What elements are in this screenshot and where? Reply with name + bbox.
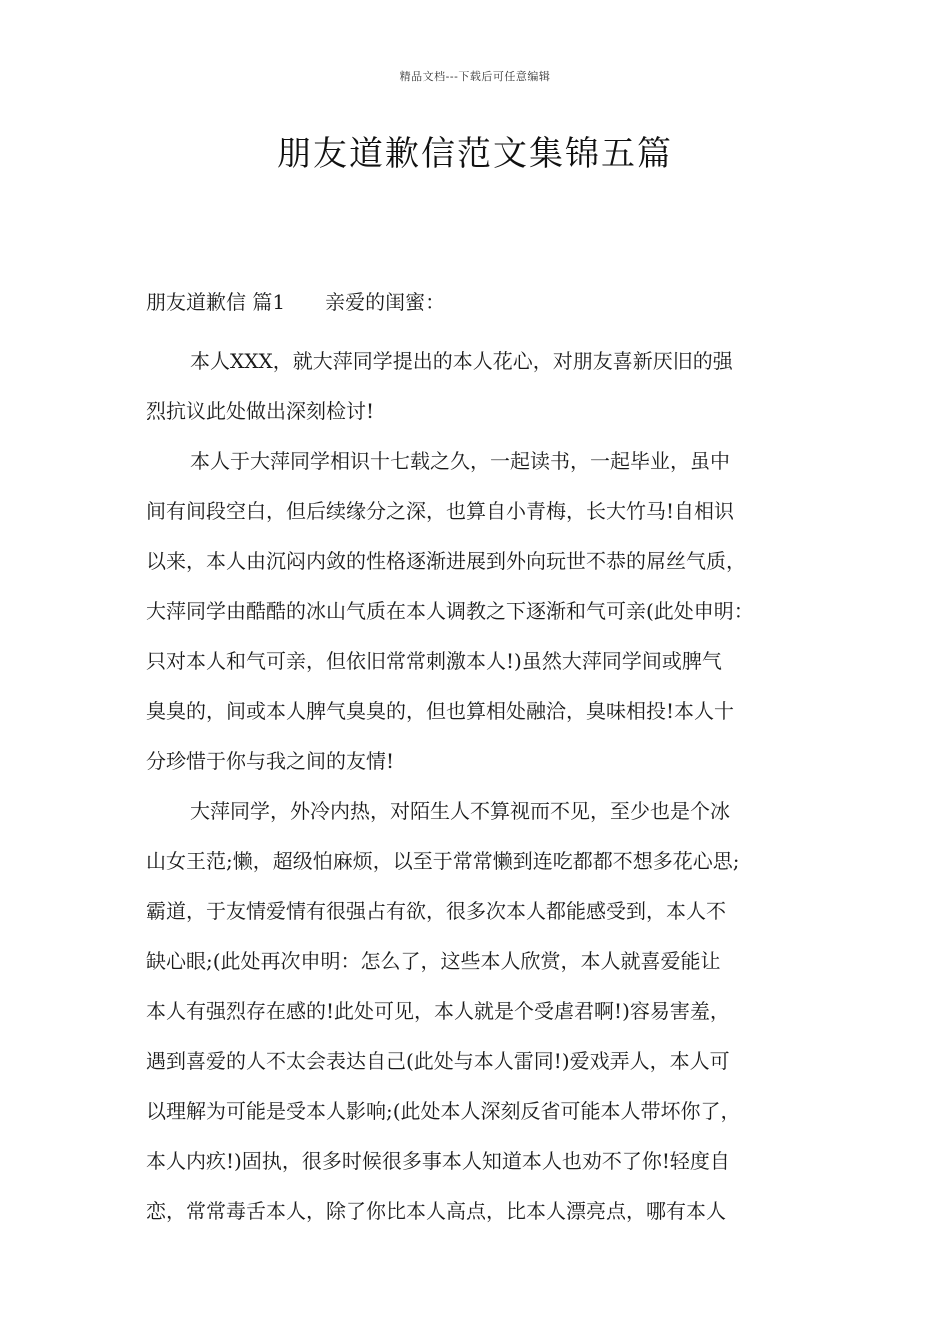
body-line: 本人XXX，就大萍同学提出的本人花心，对朋友喜新厌旧的强 [190, 349, 733, 373]
header-note: 精品文档---下载后可任意编辑 [399, 70, 551, 83]
body-line: 本人内疚!)固执，很多时候很多事本人知道本人也劝不了你!轻度自 [146, 1149, 730, 1173]
body-line: 以理解为可能是受本人影响;(此处本人深刻反省可能本人带坏你了， [146, 1099, 741, 1123]
body-line: 臭臭的，间或本人脾气臭臭的，但也算相处融洽，臭味相投!本人十 [146, 699, 735, 723]
body-line: 只对本人和气可亲，但依旧常常刺激本人!)虽然大萍同学间或脾气 [146, 649, 722, 673]
letter-greeting: 亲爱的闺蜜： [325, 290, 446, 314]
body-line: 霸道，于友情爱情有很强占有欲，很多次本人都能感受到，本人不 [146, 899, 726, 923]
body-line: 本人于大萍同学相识十七载之久，一起读书，一起毕业，虽中 [190, 449, 730, 473]
body-line: 烈抗议此处做出深刻检讨! [146, 399, 375, 423]
body-line: 恋，常常毒舌本人，除了你比本人高点，比本人漂亮点，哪有本人 [146, 1199, 726, 1223]
body-line: 分珍惜于你与我之间的友情! [146, 749, 395, 773]
body-line: 大萍同学，外冷内热，对陌生人不算视而不见，至少也是个冰 [190, 799, 730, 823]
body-line: 大萍同学由酷酷的冰山气质在本人调教之下逐渐和气可亲(此处申明： [146, 599, 754, 623]
body-line: 山女王范;懒，超级怕麻烦，以至于常常懒到连吃都都不想多花心思; [146, 849, 740, 873]
section-label: 朋友道歉信 篇1 [146, 290, 286, 314]
body-line: 缺心眼;(此处再次申明：怎么了，这些本人欣赏，本人就喜爱能让 [146, 949, 721, 973]
document-title: 朋友道歉信范文集锦五篇 [277, 134, 673, 174]
letter-body [146, 336, 806, 1236]
body-line: 遇到喜爱的人不太会表达自己(此处与本人雷同!)爱戏弄人，本人可 [146, 1049, 730, 1073]
body-line: 间有间段空白，但后续缘分之深，也算自小青梅，长大竹马!自相识 [146, 499, 735, 523]
body-line: 本人有强烈存在感的!此处可见，本人就是个受虐君啊!)容易害羞， [146, 999, 730, 1023]
body-line: 以来，本人由沉闷内敛的性格逐渐进展到外向玩世不恭的屌丝气质， [146, 549, 746, 573]
section-heading [146, 286, 445, 318]
